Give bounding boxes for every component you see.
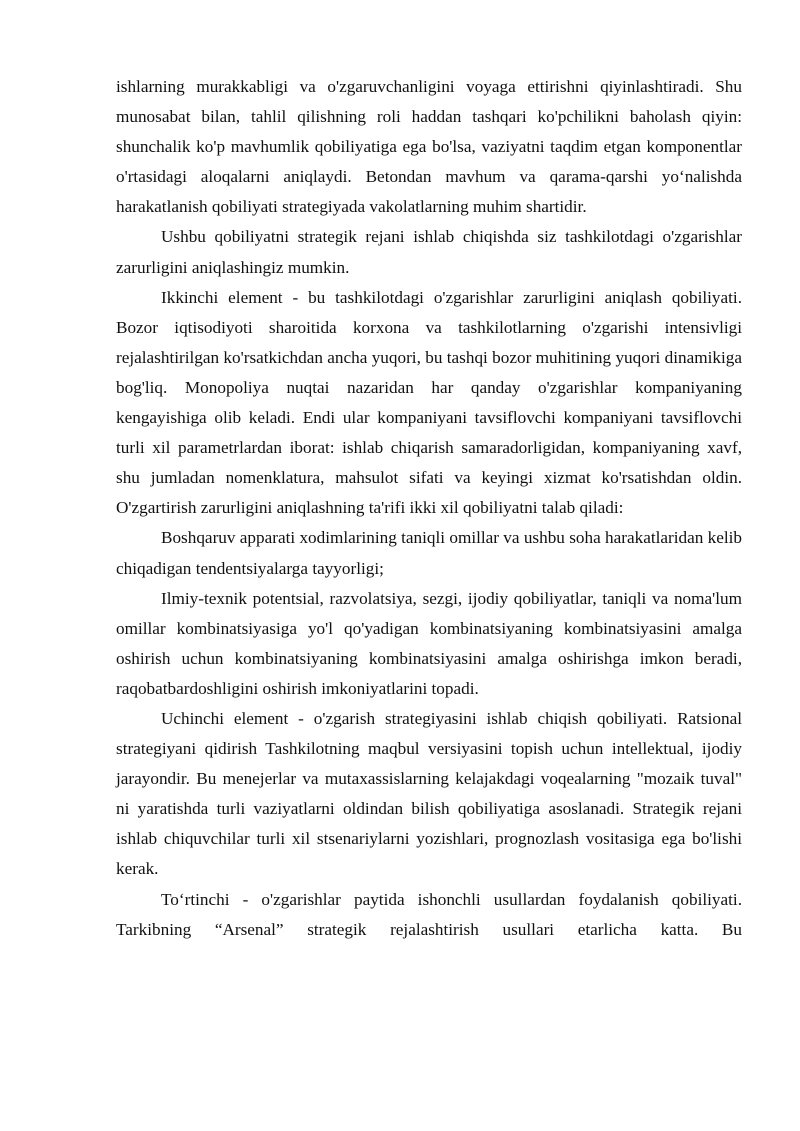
paragraph-2: Ushbu qobiliyatni strategik rejani ishlab chiqishda siz tashkilotdagi o'zgarishlar zarurligini aniqlashingiz mumkin. bbox=[116, 227, 742, 277]
paragraph-1: ishlarning murakkabligi va o'zgaruvchanligini voyaga ettirishni qiyinlashtiradi. Shu munosabat bilan, tahlil qilishning roli haddan tashqari ko'pchilikni baholash qiyin: shunchalik ko'p mavhumlik qobiliyatiga ega bo'lsa, vaziyatni taqdim etgan komponentlar o'rtasidagi aloqalarni aniqlaydi. Betondan mavhum va qarama-qarshi yo‘nalishda harakatlanish qobiliyati strategiyada vakolatlarning muhim shartidir. bbox=[116, 77, 742, 217]
document-page bbox=[116, 72, 742, 945]
paragraph-6: Uchinchi element - o'zgarish strategiyasini ishlab chiqish qobiliyati. Ratsional strategiyani qidirish Tashkilotning maqbul versiyasini topish uchun intellektual, ijodiy jarayondir. Bu menejerlar va mutaxassislarning kelajakdagi voqealarning "mozaik tuval" ni yaratishda turli vaziyatlarni oldindan bilish qobiliyatiga asoslanadi. Strategik rejani ishlab chiquvchilar turli xil stsenariylarni yozishlari, prognozlash vositasiga ega bo'lishi kerak. bbox=[116, 708, 742, 879]
paragraph-4: Boshqaruv apparati xodimlarining taniqli omillar va ushbu soha harakatlaridan kelib chiqadigan tendentsiyalarga tayyorligi; bbox=[116, 528, 742, 578]
paragraph-5: Ilmiy-texnik potentsial, razvolatsiya, sezgi, ijodiy qobiliyatlar, taniqli va noma'lum omillar kombinatsiyasiga yo'l qo'yadigan kombinatsiyaning kombinatsiyasini amalga oshirish uchun kombinatsiyaning kombinatsiyasini amalga oshirishga imkon beradi, raqobatbardoshligini oshirish imkoniyatlarini topadi. bbox=[116, 588, 742, 698]
paragraph-7: To‘rtinchi - o'zgarishlar paytida ishonchli usullardan foydalanish qobiliyati. Tarkibning “Arsenal” strategik rejalashtirish usullari etarlicha katta. Bu bbox=[116, 889, 742, 939]
paragraph-3: Ikkinchi element - bu tashkilotdagi o'zgarishlar zarurligini aniqlash qobiliyati. Bozor iqtisodiyoti sharoitida korxona va tashkilotlarning o'zgarishi intensivligi rejalashtirilgan ko'rsatkichdan ancha yuqori, bu tashqi bozor muhitining yuqori dinamikiga bog'liq. Monopoliya nuqtai nazaridan har qanday o'zgarishlar kompaniyaning kengayishiga olib keladi. Endi ular kompaniyani tavsiflovchi kompaniyani tavsiflovchi turli xil parametrlardan iborat: ishlab chiqarish samaradorligidan, kompaniyaning xavf, shu jumladan nomenklatura, mahsulot sifati va keyingi xizmat ko'rsatishdan oldin. O'zgartirish zarurligini aniqlashning ta'rifi ikki xil qobiliyatni talab qiladi: bbox=[116, 287, 742, 518]
